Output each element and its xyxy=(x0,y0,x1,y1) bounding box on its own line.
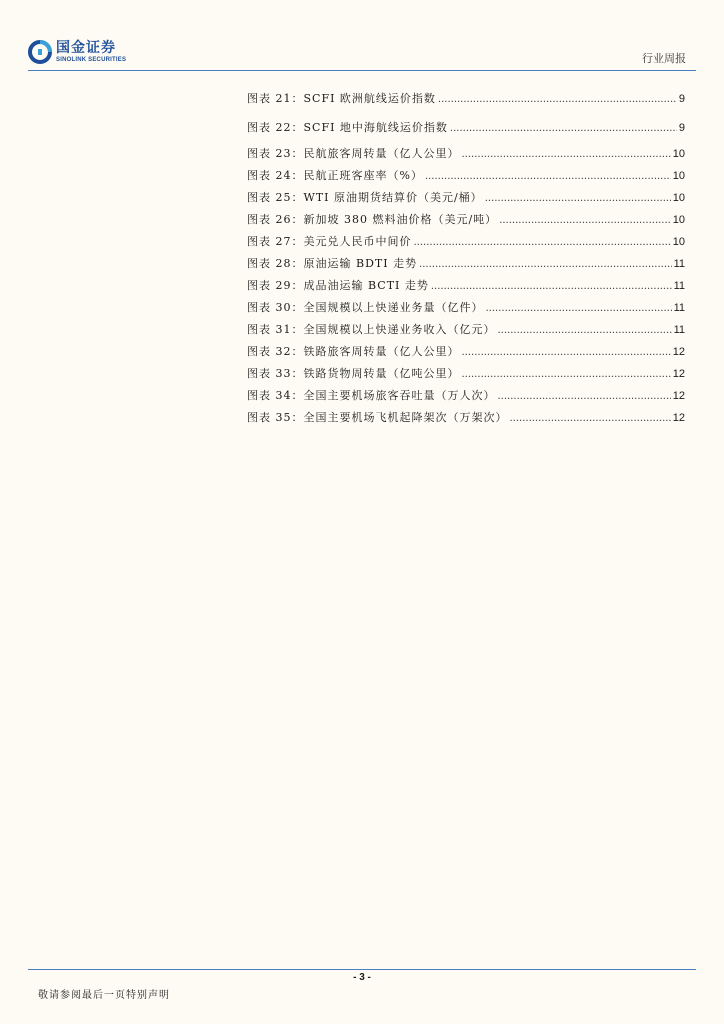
toc-entry-page: 12 xyxy=(672,390,685,402)
toc-entry[interactable] xyxy=(247,90,685,108)
toc-entry[interactable] xyxy=(247,409,685,427)
toc-entry-label: 图表 25：WTI 原油期货结算价（美元/桶） xyxy=(247,191,483,204)
toc-entry-page: 11 xyxy=(673,258,685,270)
toc-leader-dots xyxy=(462,149,671,160)
toc-entry-label: 图表 32：铁路旅客周转量（亿人公里） xyxy=(247,345,460,358)
toc-entry[interactable] xyxy=(247,119,685,137)
toc-leader-dots xyxy=(499,215,671,226)
toc-entry[interactable] xyxy=(247,277,685,295)
toc-entry-page: 10 xyxy=(672,192,685,204)
toc-leader-dots xyxy=(462,347,671,358)
toc-entry-label: 图表 23：民航旅客周转量（亿人公里） xyxy=(247,147,460,160)
toc-entry-page: 10 xyxy=(672,214,685,226)
toc-entry-label: 图表 30：全国规模以上快递业务量（亿件） xyxy=(247,301,484,314)
toc-entry-page: 12 xyxy=(672,368,685,380)
toc-leader-dots xyxy=(450,123,677,134)
disclaimer-note: 敬请参阅最后一页特别声明 xyxy=(38,990,170,1001)
toc-entry[interactable] xyxy=(247,365,685,383)
toc-leader-dots xyxy=(510,413,671,424)
toc-entry[interactable] xyxy=(247,321,685,339)
toc-entry-label: 图表 31：全国规模以上快递业务收入（亿元） xyxy=(247,323,496,336)
toc-entry-page: 12 xyxy=(672,346,685,358)
company-logo xyxy=(28,40,126,64)
toc-entry-page: 9 xyxy=(678,122,685,134)
header-divider xyxy=(28,70,696,71)
toc-leader-dots xyxy=(438,94,677,105)
toc-leader-dots xyxy=(498,391,671,402)
logo-chinese-name: 国金证券 xyxy=(56,39,116,56)
toc-entry-label: 图表 28：原油运输 BDTI 走势 xyxy=(247,257,418,270)
toc-entry-page: 10 xyxy=(672,170,685,182)
toc-leader-dots xyxy=(498,325,672,336)
page-number: - 3 - xyxy=(353,972,371,983)
toc-leader-dots xyxy=(425,171,671,182)
toc-entry-page: 10 xyxy=(672,236,685,248)
logo-mark-icon xyxy=(28,40,52,64)
toc-entry-page: 11 xyxy=(673,324,685,336)
toc-entry-page: 11 xyxy=(673,280,685,292)
toc-leader-dots xyxy=(485,193,671,204)
toc-entry-page: 12 xyxy=(672,412,685,424)
toc-entry[interactable] xyxy=(247,211,685,229)
toc-entry[interactable] xyxy=(247,167,685,185)
toc-entry-label: 图表 27：美元兑人民币中间价 xyxy=(247,235,412,248)
toc-entry-label: 图表 24：民航正班客座率（%） xyxy=(247,169,423,182)
toc-entry[interactable] xyxy=(247,387,685,405)
toc-entry-label: 图表 22：SCFI 地中海航线运价指数 xyxy=(247,121,448,134)
toc-entry[interactable] xyxy=(247,299,685,317)
toc-leader-dots xyxy=(419,259,672,270)
toc-leader-dots xyxy=(462,369,671,380)
toc-entry-label: 图表 26：新加坡 380 燃料油价格（美元/吨） xyxy=(247,213,498,226)
page-header xyxy=(0,0,724,72)
toc-leader-dots xyxy=(431,281,672,292)
toc-entry-page: 9 xyxy=(678,93,685,105)
logo-english-name: SINOLINK SECURITIES xyxy=(56,56,127,63)
toc-entry-page: 10 xyxy=(672,148,685,160)
toc-entry-page: 11 xyxy=(673,302,685,314)
toc-entry[interactable] xyxy=(247,255,685,273)
toc-entry[interactable] xyxy=(247,233,685,251)
toc-leader-dots xyxy=(486,303,672,314)
toc-entry[interactable] xyxy=(247,189,685,207)
toc-entry[interactable] xyxy=(247,145,685,163)
toc-entry-label: 图表 33：铁路货物周转量（亿吨公里） xyxy=(247,367,460,380)
toc-entry-label: 图表 35：全国主要机场飞机起降架次（万架次） xyxy=(247,411,508,424)
toc-entry[interactable] xyxy=(247,343,685,361)
toc-leader-dots xyxy=(414,237,671,248)
toc-entry-label: 图表 34：全国主要机场旅客吞吐量（万人次） xyxy=(247,389,496,402)
toc-entry-label: 图表 29：成品油运输 BCTI 走势 xyxy=(247,279,429,292)
toc-entry-label: 图表 21：SCFI 欧洲航线运价指数 xyxy=(247,92,436,105)
document-type: 行业周报 xyxy=(642,52,686,65)
footer-divider xyxy=(28,969,696,970)
